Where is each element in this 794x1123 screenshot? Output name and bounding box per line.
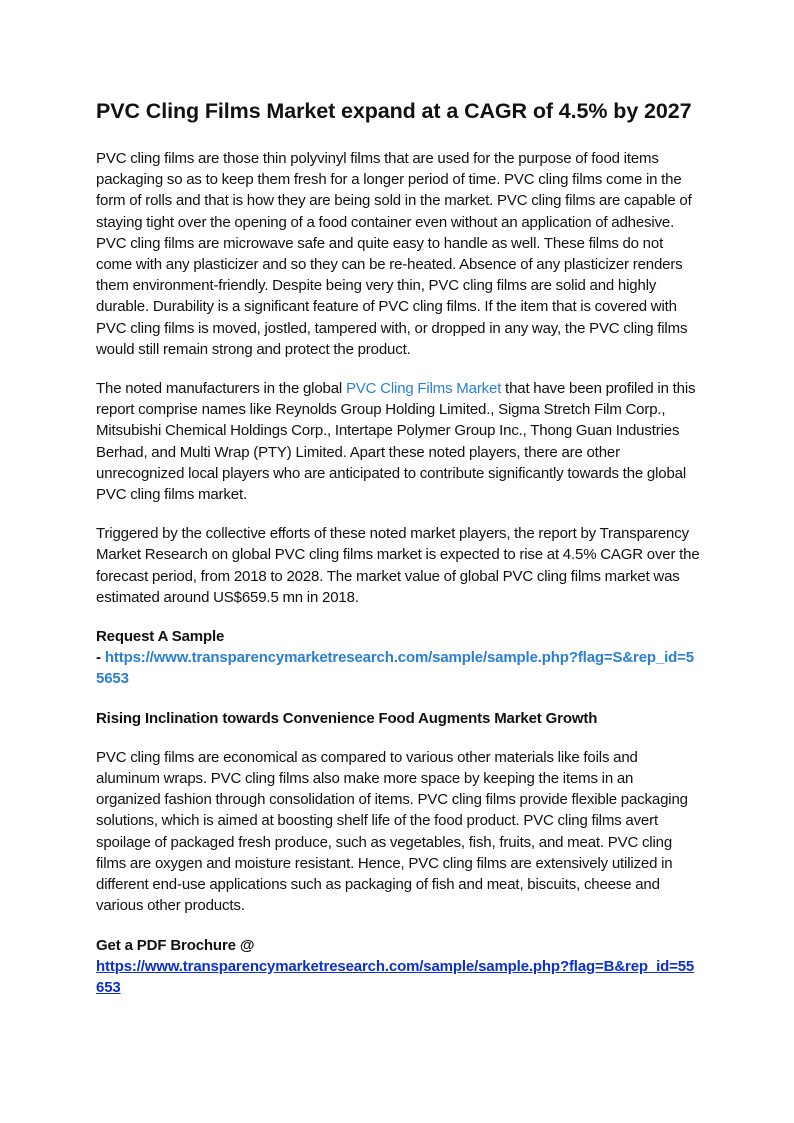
- manufacturers-text-after: that have been profiled in this report comprise names like Reynolds Group Holding Limited., Sigma Stretch Film Corp., Mitsubishi Chemical Holdings Corp., Intertape Polymer Group Inc., Thong Guan Industries Berhad, and Multi Wrap (PTY) Limited. Apart these noted players, there are other unrecognized local players who are anticipated to contribute significantly towards the global PVC cling films market.: [96, 380, 696, 504]
- intro-paragraph: PVC cling films are those thin polyvinyl films that are used for the purpose of food items packaging so as to keep them fresh for a longer period of time. PVC cling films come in the form of rolls and that is how they are being sold in the market. PVC cling films are capable of staying tight over the opening of a food container even without an application of adhesive. PVC cling films are microwave safe and quite easy to handle as well. These films do not come with any plasticizer and so they can be re-heated. Absence of any plasticizer renders them environment-friendly. Despite being very thin, PVC cling films are solid and highly durable. Durability is a significant feature of PVC cling films. If the item that is covered with PVC cling films is moved, jostled, tampered with, or dropped in any way, the PVC cling films would still remain strong and protect the product.: [96, 150, 692, 358]
- forecast-paragraph: Triggered by the collective efforts of these noted market players, the report by Transparency Market Research on global PVC cling films market is expected to rise at 4.5% CAGR over the forecast period, from 2018 to 2028. The market value of global PVC cling films market was estimated around US$659.5 mn in 2018.: [96, 525, 700, 606]
- request-sample-link[interactable]: https://www.transparencymarketresearch.com/sample/sample.php?flag=S&rep_id=55653: [96, 649, 694, 688]
- pvc-cling-films-market-link[interactable]: PVC Cling Films Market: [345, 380, 502, 398]
- brochure-heading: Get a PDF Brochure @: [96, 936, 255, 954]
- brochure-block: [96, 935, 700, 999]
- brochure-link[interactable]: https://www.transparencymarketresearch.com/sample/sample.php?flag=B&rep_id=55653: [96, 957, 695, 996]
- document-title: PVC Cling Films Market expand at a CAGR of 4.5% by 2027: [96, 99, 692, 123]
- convenience-paragraph: PVC cling films are economical as compared to various other materials like foils and aluminum wraps. PVC cling films also make more space by keeping the items in an organized fashion through consolidation of items. PVC cling films provide flexible packaging solutions, which is aimed at boosting shelf life of the food product. PVC cling films avert spoilage of packaged fresh produce, such as vegetables, fish, fruits, and meat. PVC cling films are oxygen and moisture resistant. Hence, PVC cling films are extensively utilized in different end-use applications such as packaging of fish and meat, biscuits, cheese and various other products.: [96, 748, 688, 915]
- document-page: [96, 96, 700, 998]
- request-sample-block: [96, 626, 700, 690]
- request-sample-prefix: -: [96, 649, 105, 667]
- request-sample-line: [96, 647, 700, 689]
- section-heading: Rising Inclination towards Convenience Food Augments Market Growth: [96, 709, 598, 727]
- request-sample-heading: Request A Sample: [96, 628, 225, 646]
- manufacturers-paragraph: [96, 378, 700, 505]
- manufacturers-text-before: The noted manufacturers in the global: [96, 380, 346, 398]
